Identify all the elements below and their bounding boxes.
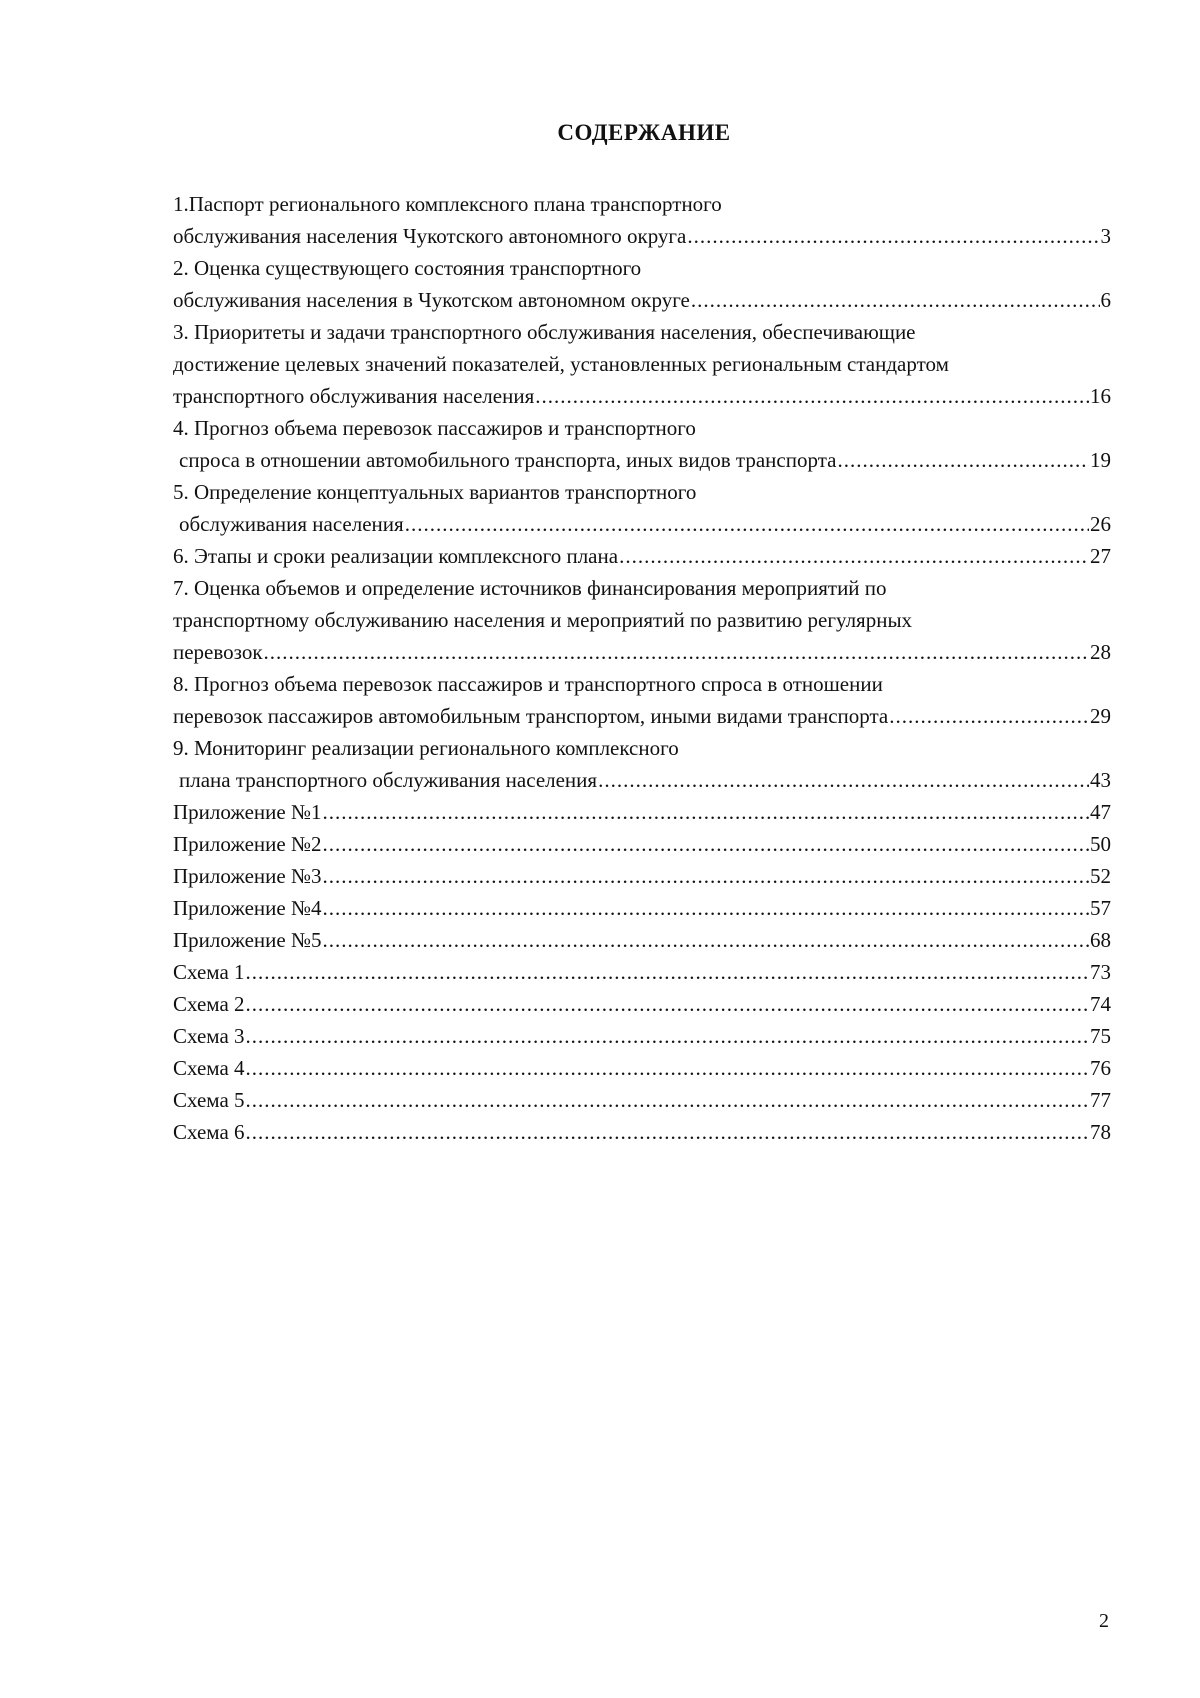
toc-entry-scheme-3[interactable] <box>173 1020 1111 1052</box>
toc-page-number: 19 <box>1090 448 1111 472</box>
toc-page-number: 74 <box>1090 992 1111 1016</box>
toc-entry-appendix-2[interactable] <box>173 828 1111 860</box>
toc-entry-text: Схема 3 <box>173 1024 245 1048</box>
toc-entry-text: Схема 2 <box>173 992 245 1016</box>
toc-page-number: 29 <box>1090 704 1111 728</box>
toc-page-number: 16 <box>1090 384 1111 408</box>
toc-page-number: 76 <box>1090 1056 1111 1080</box>
dot-leader <box>619 540 1089 572</box>
dot-leader <box>246 1020 1089 1052</box>
toc-page-number: 77 <box>1090 1088 1111 1112</box>
toc-entry-text: Схема 5 <box>173 1088 245 1112</box>
toc-entry-text: транспортному обслуживанию населения и мероприятий по развитию регулярных <box>173 608 913 632</box>
toc-page-number: 68 <box>1090 928 1111 952</box>
toc-page-number: 52 <box>1090 864 1111 888</box>
toc-entry-9[interactable] <box>173 732 1111 796</box>
toc-entry-5[interactable] <box>173 476 1111 540</box>
toc-entry-text: перевозок пассажиров автомобильным транспортом, иными видами транспорта <box>173 704 889 728</box>
toc-entry-text: Схема 1 <box>173 960 245 984</box>
toc-entry-8[interactable] <box>173 668 1111 732</box>
toc-entry-text: Схема 4 <box>173 1056 245 1080</box>
toc-page-number: 6 <box>1100 288 1111 312</box>
toc-page-number: 27 <box>1090 544 1111 568</box>
toc-entry-text: 8. Прогноз объема перевозок пассажиров и транспортного спроса в отношении <box>173 672 883 696</box>
toc-entry-text: Приложение №4 <box>173 896 322 920</box>
toc-entry-text: плана транспортного обслуживания населения <box>179 768 598 792</box>
table-of-contents <box>173 188 1111 1148</box>
toc-entry-text: обслуживания населения в Чукотском автономном округе <box>173 288 690 312</box>
toc-page-number: 26 <box>1090 512 1111 536</box>
toc-entry-text: обслуживания населения Чукотского автономного округа <box>173 224 687 248</box>
toc-entry-text: 9. Мониторинг реализации регионального комплексного <box>173 736 679 760</box>
toc-entry-4[interactable] <box>173 412 1111 476</box>
toc-page-number: 73 <box>1090 960 1111 984</box>
page-number: 2 <box>1099 1610 1109 1632</box>
toc-entry-text: 1.Паспорт регионального комплексного плана транспортного <box>173 192 722 216</box>
dot-leader <box>323 828 1090 860</box>
page-title: СОДЕРЖАНИЕ <box>557 120 731 145</box>
toc-entry-text: 2. Оценка существующего состояния транспортного <box>173 256 642 280</box>
toc-entry-text: перевозок <box>173 640 263 664</box>
dot-leader <box>246 956 1089 988</box>
dot-leader <box>323 924 1090 956</box>
toc-entry-text: транспортного обслуживания населения <box>173 384 535 408</box>
toc-entry-text: Приложение №1 <box>173 800 322 824</box>
toc-page-number: 3 <box>1100 224 1111 248</box>
toc-entry-1[interactable] <box>173 188 1111 252</box>
toc-page-number: 43 <box>1090 768 1111 792</box>
dot-leader <box>687 220 1099 252</box>
toc-entry-text: 5. Определение концептуальных вариантов транспортного <box>173 480 697 504</box>
toc-page-number: 47 <box>1090 800 1111 824</box>
toc-entry-appendix-5[interactable] <box>173 924 1111 956</box>
dot-leader <box>323 860 1090 892</box>
toc-entry-text: спроса в отношении автомобильного транспорта, иных видов транспорта <box>179 448 837 472</box>
toc-entry-6[interactable] <box>173 540 1111 572</box>
dot-leader <box>246 1084 1089 1116</box>
dot-leader <box>246 988 1089 1020</box>
dot-leader <box>691 284 1100 316</box>
dot-leader <box>889 700 1089 732</box>
toc-entry-text: Приложение №2 <box>173 832 322 856</box>
toc-entry-text: Приложение №3 <box>173 864 322 888</box>
dot-leader <box>535 380 1089 412</box>
toc-entry-text: Приложение №5 <box>173 928 322 952</box>
toc-entry-scheme-1[interactable] <box>173 956 1111 988</box>
dot-leader <box>264 636 1089 668</box>
toc-page-number: 28 <box>1090 640 1111 664</box>
dot-leader <box>323 892 1090 924</box>
toc-entry-appendix-4[interactable] <box>173 892 1111 924</box>
toc-page-number: 50 <box>1090 832 1111 856</box>
toc-page-number: 57 <box>1090 896 1111 920</box>
toc-entry-text: 6. Этапы и сроки реализации комплексного плана <box>173 544 619 568</box>
dot-leader <box>837 444 1089 476</box>
dot-leader <box>323 796 1090 828</box>
dot-leader <box>598 764 1089 796</box>
dot-leader <box>246 1052 1089 1084</box>
toc-entry-appendix-1[interactable] <box>173 796 1111 828</box>
toc-entry-text: 3. Приоритеты и задачи транспортного обслуживания населения, обеспечивающие <box>173 320 916 344</box>
toc-entry-3[interactable] <box>173 316 1111 412</box>
toc-entry-scheme-6[interactable] <box>173 1116 1111 1148</box>
toc-entry-text: достижение целевых значений показателей, установленных региональным стандартом <box>173 352 949 376</box>
toc-entry-text: 7. Оценка объемов и определение источников финансирования мероприятий по <box>173 576 887 600</box>
toc-entry-scheme-5[interactable] <box>173 1084 1111 1116</box>
toc-page-number: 78 <box>1090 1120 1111 1144</box>
toc-entry-appendix-3[interactable] <box>173 860 1111 892</box>
toc-entry-text: обслуживания населения <box>179 512 404 536</box>
dot-leader <box>405 508 1089 540</box>
toc-entry-text: 4. Прогноз объема перевозок пассажиров и транспортного <box>173 416 696 440</box>
toc-entry-scheme-2[interactable] <box>173 988 1111 1020</box>
toc-page-number: 75 <box>1090 1024 1111 1048</box>
toc-entry-scheme-4[interactable] <box>173 1052 1111 1084</box>
toc-entry-7[interactable] <box>173 572 1111 668</box>
toc-entry-2[interactable] <box>173 252 1111 316</box>
toc-entry-text: Схема 6 <box>173 1120 245 1144</box>
dot-leader <box>246 1116 1089 1148</box>
